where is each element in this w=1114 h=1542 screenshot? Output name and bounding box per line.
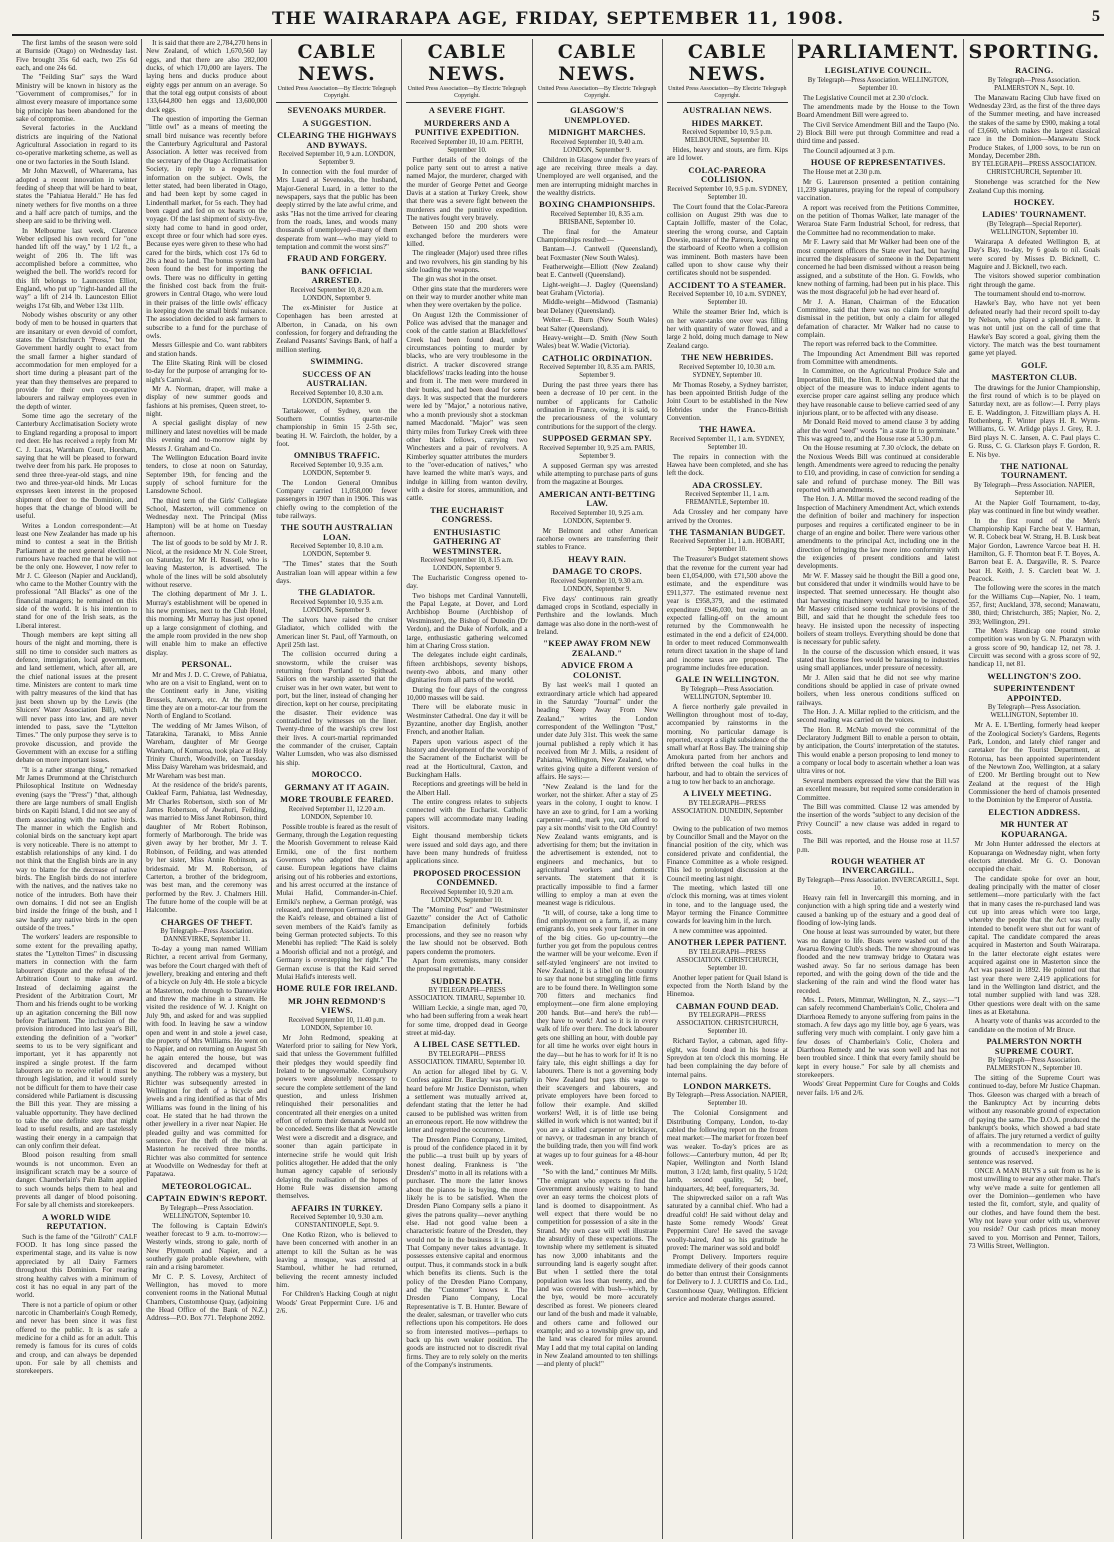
- article-paragraph: Messrs Gillespie and Co. want rabbiters and station hands.: [146, 341, 268, 358]
- dateline: Received September 10, 8.30 a.m. LONDON, September 9.: [290, 389, 384, 405]
- article-paragraph: Between 150 and 200 shots were exchanged before the murderers were killed.: [406, 223, 528, 248]
- dateline: Received September 10, 10 a.m. PERTH, September 10.: [410, 138, 524, 154]
- headline: THE GLADIATOR.: [298, 588, 376, 598]
- article-paragraph: Two bishops met Cardinal Vannutelli, the Papal Legate, at Dover, and Lord Archbishop Bourne (Archbishop of Westminster), the Bishop of Dunedin (Dr Verdon), and the Duke of Norfolk, and a large, enthusiastic gathering welcomed him at Charing Cross station.: [406, 591, 528, 650]
- article-paragraph: Possible trouble is feared as the result of Germany, through the Legation requesting the Moorish Government to release Kaid Ermiki, one of the first northern Governors who adopted the Hafidian cause. European legations have claims arising out of his robberies and extortions, and his arrest occurred at the instance of Mulai Hafid, Commander-in-Chief. Ermiki's nephew, a German protégé, was released, and thereupon Germany claimed the Kaid's release, and obtained a list of seven members of the Kaid's family as being German protected subjects. To this Menebhi has replied: "The Kaid is solely a Moorish official and not a protégé, and Germany is overstepping her right." The German excuse is that the Kaid served Mulai Hafid's interests well.: [276, 822, 398, 981]
- headline: CABMAN FOUND DEAD.: [675, 1001, 779, 1011]
- article-paragraph: Though members are kept sitting all hours of the night and morning, there is still no time to consider such matters as defence, immigration, local government, and land settlement, which, after all, are the chief national issues at the present time. Ministers are content to mark time with paltry measures of the kind that has just been shown up by the Lewis (the Sluicers' Water Association Bill), which will never pass into law, and are never intended to pass, save the "Lyttelton Times." The only purpose they serve is to provoke discussion, and provide the Government with an excuse for a stifling debate on more important issues.: [16, 631, 138, 765]
- dateline: Received September 10, 9.5 p.m. SYDNEY, September 10.: [667, 185, 788, 201]
- article-paragraph: Mr John Maxwell, of Wharerama, has adopted a recent innovation in winter feeding of sheep that will be hard to beat, states the "Pahiatua Herald." He has fed ninety wethers for five months on a three and a half acre patch of turnips, and the sheep are said to be thriving well.: [16, 167, 138, 226]
- article-paragraph: Mr A. Norman, draper, will make a display of new summer goods and fashions at his premises, Queen street, to-night.: [146, 385, 268, 419]
- headline: A LIVELY MEETING.: [683, 789, 772, 799]
- headline: MR JOHN REDMOND'S VIEWS.: [288, 996, 386, 1016]
- dateline: BY TELEGRAPH—PRESS ASSOCIATION. CHRISTCHURCH, September 10.: [676, 948, 779, 972]
- article-paragraph: The first lambs of the season were sold at Burnside (Otago) on Wednesday last. Five brought 35s 6d each, two 25s 6d each, and one 24s 6d.: [16, 39, 138, 73]
- masthead: [12, 6, 1104, 36]
- article-paragraph: Children in Glasgow under five years of age are receiving three meals a day. Unemployed are well organised, and the men are interrupting midnight marches in the wealthy districts.: [536, 155, 658, 197]
- dateline: Received September 10, 11.40 p.m. LONDON, September 10.: [288, 1016, 386, 1032]
- headline: HOCKEY.: [1013, 197, 1055, 207]
- headline: A WORLD WIDE REPUTATION.: [42, 1212, 112, 1232]
- dateline: Received September 10, 9.30 a.m. LONDON, September 9.: [550, 577, 644, 593]
- article-paragraph: Hides, heavy and stouts, are firm. Kips are 1d lower.: [666, 146, 788, 163]
- article-paragraph: Richard Taylor, a cabman, aged fifty-eight, was found dead in his house at Spreydon at ten o'clock this morning. He had been complaining the day before of internal pains.: [666, 1037, 788, 1079]
- article-paragraph: For Children's Hacking Cough at night Woods' Great Peppermint Cure. 1/6 and 2/6.: [276, 1290, 398, 1316]
- article-paragraph: The Dresden Piano Company, Limited, is proud of the confidence placed in it by the public—a trust built up by years of honest dealing. Frankness is "the Dresden's" motto in all its relations with a purchaser. The more the latter knows about the pianos he is buying, the more likely he is to be satisfied. When the Dresden Piano Company sells a piano it gives the patrons quality—never anything else. Had not good value been a characteristic feature of the Dresden, they would not be in the business it is to-day. That Company never takes advantage. It possesses extensive capital and enormous output. Thus, it commands stock in a bulk which benefits its clients. Such is the policy of the Dresden Piano Company, and the "Customer" knows it. The Dresden Piano Company, Local Representative is T. B. Hunter. Beware of the dealer, salesman, or traveller who cuts reflections upon his competitors. He does so from interested motives—perhaps to back up his own weaker position. The goods are instructed not to discredit rival firms. They are to rely solely on the merits of the Company's instruments.: [406, 1135, 528, 1369]
- dateline: Received September 11, 1 a.m. SYDNEY, September 10.: [669, 435, 785, 451]
- headline: THE HAWEA.: [699, 425, 756, 435]
- headline: SUPPOSED GERMAN SPY.: [542, 434, 652, 444]
- article-paragraph: The workers' leaders are responsible to some extent for the prevailing apathy, states the "Lyttelton Times" in discussing matters in connection with the farm labourers' dispute and the refusal of the Arbitration Court to make an award. Instead of declaiming against the President of the Arbitration Court, Mr Thorn and his friends ought to be working up an agitation concerning the Bill now before Parliament. The inclusion of the provision introduced into last year's Bill, extending the definition of a "worker" seems to us to be very significant and important, yet it has apparently not inspired a single protest. If the farm labourers are to receive relief it must be through legislation, and it would surely not be difficult for them to have their case considered while Parliament is discussing the Bill this year. They are missing a valuable opportunity. They have declined to take the one definite step that might lead to useful results, and are tastelessly wasting their energy in a campaign that can only confirm their defeat.: [16, 933, 138, 1151]
- article-paragraph: The Eucharistic Congress opened to-day.: [406, 574, 528, 591]
- article-paragraph: Such is the fame of the "Gilroth" CALF FOOD. It has long since passed the experimental stage, and its value is now appreciated by all Dairy Farmers throughout this Dominion. For rearing strong healthy calves with a minimum of cost it has no equal in any part of the world.: [16, 1232, 138, 1300]
- article-paragraph: The Colonial Consignment and Distributing Company, London, to-day cabled the following report on the frozen meat market:—The market for frozen beef was weaker. To-day's prices are as follows:—Canterbury mutton, 4d per lb; Napier, Wellington and North Island mutton, 3 1/2d; lamb, first quality, 5 1/2d; lamb, second quality, 5d; beef, hindquarters, 4d; beef, forequarters, 3d.: [666, 1109, 788, 1193]
- article-paragraph: The Treasurer's Budget statement shows that the revenue for the current year had been £1,054,000, with £71,500 above the estimate, and the expenditure was £911,377. The estimated revenue next year is £958,379, and the estimated expenditure £946,030, but owing to an expected falling-off on the amount returned by the Commonwealth he estimated in the end a deficit of £24,000. In order to meet reduced Commonwealth return direct taxation in the shape of land and income taxes are proposed. The programme includes free education.: [666, 555, 788, 672]
- article-paragraph: The candidate spoke for over an hour, dealing principally with the matter of closer settlement—more particularly with the fact that in many cases the re-purchased land was cut up into areas which were too large, whereby the people that the Act was really intended to benefit were shut out for want of capital. The candidate compared the areas acquired in Masterton and South Wairarapa. In the latter electorate eight estates were acquired against one in Masterton since the Act was passed in 1892. He pointed out that last year there were 2,419 applications for land in the Wellington land district, and the total number supplied with land was 328. Other questions were dealt with on the same lines as at Eketahuna.: [968, 874, 1101, 1017]
- headline: MASTERTON CLUB.: [991, 373, 1077, 383]
- article-paragraph: In connection with the foul murder of Mrs Luard at Sevenoaks, the husband, Major-General Luard, in a letter to the newspapers, says that the public has been deeply stirred by the late awful crime, and asks "Has not the time arrived for clearing from the roads, lanes, and woods many thousands of unemployed—many of them desperate from want—who may yield to temptation and commit the worst sins?": [276, 168, 398, 252]
- headline: SUCCESS OF AN AUSTRALIAN.: [302, 369, 372, 388]
- section-header: CABLE NEWS.: [687, 41, 767, 85]
- article-paragraph: The "Feilding Star" says the Ward Ministry will be known in history as the "Government of compromises," for in almost every measure of importance some big principle has been abandoned for the sake of compromise.: [16, 73, 138, 124]
- headline: SEVENOAKS MURDER.: [287, 106, 387, 115]
- headline: CATHOLIC ORDINATION.: [542, 353, 653, 363]
- article-paragraph: Blood poison resulting from small wounds is not uncommon. Even an insignificant scratch may be a source of danger. Chamberlain's Pain Balm applied to such wounds helps them to heal and prevents all danger of blood poisoning. For sale by all chemists and storekeepers.: [16, 1151, 138, 1210]
- article-paragraph: In Committee, on the Agricultural Produce Sale and Importation Bill, the Hon. R. McNab explained that the object of the measure was to induce indent agents to exercise proper care against selling any produce which they have reasonable cause to believe carried seed of any injurious plant, or to be affected with any disease.: [796, 367, 960, 418]
- headline: AUSTRALIAN NEWS.: [682, 106, 772, 115]
- article-paragraph: Five days' continuous rain greatly damaged crops in Scotland, especially in Perthshire and the lowlands. Much damage was also done in the north-west of Ireland.: [536, 594, 658, 637]
- section-header: CABLE NEWS.: [557, 41, 637, 85]
- dateline: Received September 10, 9.35 a.m. LONDON, September 9.: [290, 598, 384, 614]
- headline: BANK OFFICIAL ARRESTED.: [301, 266, 373, 286]
- dateline: By Telegraph—Press Association. WELLINGTON, September 10.: [160, 1204, 254, 1220]
- headline: GOLF.: [1020, 360, 1048, 370]
- headline: HOUSE OF REPRESENTATIVES.: [810, 157, 946, 167]
- section-header: SPORTING.: [968, 41, 1101, 63]
- dateline: Received September 10, 9.35 a.m. LONDON, September 9.: [290, 461, 384, 477]
- headline: ADVICE FROM A COLONIST.: [560, 661, 634, 680]
- dateline: Received September 10, 8.15 a.m. LONDON, September 9.: [420, 557, 514, 573]
- article-paragraph: A report was received from the Petitions Committee, on the petition of Thomas Walker, late manager of the Weraroa State Farm Industrial School, for redress, that the Committee had no recommendation to make.: [796, 203, 960, 237]
- column-1: [12, 39, 142, 1539]
- article-paragraph: The Wellington Education Board invite tenders, to close at noon on Saturday, September 19th, for fencing and the supply of school furniture for the Lansdowne School.: [146, 453, 268, 496]
- article-paragraph: Bantam—J. Cantwell (Queensland), beat Foxmaster (New South Wales).: [536, 245, 658, 262]
- headline: AMERICAN ANTI-BETTING LAW.: [538, 489, 656, 509]
- article-paragraph: Tartakower, of Sydney, won the Southern Counties quarter-mile championship in 6min 15 2-5th sec, beating H. W. Faircloth, the holder, by a foot.: [276, 406, 398, 448]
- article-paragraph: A fierce northerly gale prevailed in Wellington throughout most of to-day, accompanied by rainstorms in the morning. No particular damage is reported, except a slight subsidence of the small wharf at Ross Bay. The training ship Amokura parted from her anchors and drifted between the coal hulks in the harbour, and had to obtain the services of a tug to tow her back to an anchorage.: [666, 702, 788, 786]
- headline: MR HUNTER AT KOPUARANGA.: [1000, 820, 1069, 839]
- article-paragraph: The drawings for the Junior Championship, the first round of which is to be played on Saturday next, are as follow:—I. Perry plays E. E. Waddington, J. Fitzwilliam plays A. H. Rothenberg, F. Winter plays H. R. Wynn-Williams, G. W. Arlidge plays J. Grey, R. J. Bird plays N. C. Jansen, A. C. Paul plays C. G. Russ, C. G. Clarkson plays F. Gordon, R. E. Nis bye.: [968, 383, 1101, 459]
- headline: "KEEP AWAY FROM NEW ZEALAND.": [543, 639, 651, 658]
- article-paragraph: Mrs. L. Peters, Mimmar, Wellington, N. Z., says:—"I can safely recommend Chamberlain's Colic, Cholera and Diarrhoea Remedy to anyone suffering from pains in the stomach. A few days ago my little boy, age 6 years, was suffering very much with complaint. I only gave him a few doses of Chamberlain's Colic, Cholera and Diarrhoea Remedy and he was soon well and has not been troubled since. I think that every family should be kept in every house." For sale by all chemists and storekeepers.: [796, 996, 960, 1080]
- dateline: BY TELEGRAPH—PRESS ASSOCIATION. CHRISTCHURCH, September 10.: [676, 1012, 779, 1036]
- headline: LEGISLATIVE COUNCIL.: [824, 66, 932, 75]
- dateline: BY TELEGRAPH—PRESS ASSOCIATION. TIMARU, September 10.: [408, 1050, 526, 1066]
- section-header: PARLIAMENT.: [796, 41, 960, 63]
- article-paragraph: Apart from extremists, many consider the proposal regrettable.: [406, 956, 528, 974]
- headline: THE TASMANIAN BUDGET.: [669, 527, 786, 537]
- article-paragraph: "It will, of course, take a long time to find employment on a farm, if, as many emigrants do, you seek your farmer in one of the big cities. Go up-country—the further you get from the populous centres the warmer will be your welcome. Even if self-styled 'engineers' are not invited to New Zealand, it is a libel on the country to say that none but struggling little firms are to be found there. In Wellington some 700 fitters and mechanics find employment—one firm alone employing 200 hands. But—and here's the rub!—they have to work! And so it is in every walk of life over there. The dock labourer gets one shilling an hour, with double pay for all time he works over eight hours in the day—but he has to work for it! It is no fairy tale, this eight shillings a day for labourers. There is not a governing body in New Zealand but pays this wage to their scavengers and labourers, and private employers have been forced to follow their example. And skilled workers! Well, it is of little use being skilled in work which is not wanted; but if you are a skilled carpenter or bricklayer, or navvy, or tradesman in any branch of the building trade, then you will find work at wages up to four guineas for a 48-hour week.: [536, 908, 658, 1167]
- headline: WELLINGTON'S ZOO.: [987, 671, 1082, 681]
- article-paragraph: Woods' Great Peppermint Cure for Coughs and Colds never fails. 1/6 and 2/6.: [796, 1080, 960, 1097]
- article-paragraph: The Manawatu Racing Club have fixed on Wednesday 23rd, as the first of the three days of the Summer meeting, and have increased the stakes of the same by £900, making a total of £3,660, which makes the largest classical race in the Dominion—Manawatu Stock Produce Stakes, of 1,000 sovs, to be run on Monday, December 28th.: [968, 93, 1101, 160]
- article-paragraph: Mr G. Laurenson presented a petition containing 11,239 signatures, praying for the repeal of compulsory vaccination.: [796, 177, 960, 203]
- headline: MURDERERS AND A PUNITIVE EXPEDITION.: [414, 118, 520, 137]
- article-paragraph: The following were the scores in the match for the Williams Cup—Napier, No. 1 team, 357, first; Auckland, 378, second; Manawatu, 380, third; Christchurch, 385; Napier, No. 2, 393; Wellington, 291.: [968, 584, 1101, 626]
- article-paragraph: The Impounding Act Amendment Bill was reported from Committee with amendments.: [796, 349, 960, 366]
- headline: A LIBEL CASE SETTLED.: [413, 1040, 521, 1050]
- headline: PROPOSED PROCESSION CONDEMNED.: [413, 868, 521, 888]
- article-paragraph: Heavy rain fell in Invercargill this morning, and in conjunction with a high spring tide and a westerly wind caused a banking up of the estuary and a good deal of flooding of low-lying lands.: [796, 893, 960, 927]
- article-paragraph: Stonehenge was scratched for the New Zealand Cup this morning.: [968, 178, 1101, 195]
- article-paragraph: The Hon. J. A. Millar moved the second reading of the Inspection of Machinery Amendment Act, which extends the definition of boiler and machinery for inspection purposes and requires a certificated engineer to be in charge of an engine and boiler. There were various other amendments to the principal Act, including one in the direction of bringing the law more into conformity with the exigencies of present conditions and latest developments.: [796, 495, 960, 571]
- headline: METEOROLOGICAL.: [161, 1181, 252, 1191]
- article-paragraph: While the steamer Brier Ind, which is on her water-tanks one over was filling her with quantity of water flowed, and a large 2 hold, doing much damage to New Zealand cargo.: [666, 308, 788, 350]
- article-paragraph: The wedding of Mr James Wilson, of Tatarakina, Taranaki, to Miss Annie Wareham, daughter of Mr George Wareham, of Komaroa, took place at Holy Trinity Church, Woodville, on Tuesday. Miss Daisy Wareham was bridesmaid, and Mr Wareham was best man.: [146, 721, 268, 780]
- article-paragraph: Mr and Mrs J. D. C. Crewe, of Pahiatua, who are on a visit to England, went on to the Continent early in June, visiting Brussels, Antwerp, etc. At the present time they are on a motor-car tour from the North of England to Scotland.: [146, 670, 268, 721]
- article-paragraph: One Kotko Rizon, who is believed to have been concerned with another in an attempt to kill the Sultan as he was leaving a mosque, was arrested at Stamboul, whither he had returned, believing the recent amnesty included him.: [276, 1231, 398, 1290]
- article-paragraph: There will be elaborate music in Westminster Cathedral. One day it will be Byzantine, another day English, another French, and another Italian.: [406, 703, 528, 737]
- dateline: By Telegraph—Press Association. NAPIER, September 10.: [973, 481, 1095, 497]
- article-paragraph: Mr F. Lawry said that Mr Walker had been one of the most competent officers the State ever had, but having incurred the displeasure of someone in the Department concerned he had been dismissed without a reason being assigned, and a substitute of the Hon. G. Fowlds, who knew nothing of farming, had been put in his place. This was the most disgraceful job he had ever heard of.: [796, 238, 960, 297]
- article-paragraph: Mr John Redmond, speaking at Waterford prior to sailing for New York, said that unless the Government fulfilled their pledges they would speedily find Ireland to be ungovernable. Compulsory powers were absolutely necessary to secure the complete settlement of the land question, and unless Irishmen relinquished their personalities and concentrated all their energies on a united effort of reform their demands would not be conceded. Seems like that at Newcastle West were a discredit and a disgrace, and sooner than again participate in internecine strife he would quit Irish politics altogether. He added that the only human agency capable of seriously delaying the realisation of the hopes of Home Rule was dissension among themselves.: [276, 1033, 398, 1201]
- article-paragraph: To-day a young man named William Richter, a recent arrival from Germany, was before the Court charged with theft of jewellery, breaking and entering and theft of a bicycle on July 4th. He stole a bicycle at Masterton, rode through to Dannevirke and threw the machine in a stream. He visited the residence of W. J. Knight on July 9th, and asked for and was supplied with food. In leaving he saw a window open and went in and stole a jewel case, the property of Mrs Williams. He went on to Napier, and on returning on August 5th he again entered the house, but was discovered and decamped without anything. The robbery was a mystery, but Richter was subsequently arrested in Wellington for theft of a bicycle and jewels and a ring identified as that of Mrs Williams was found in the lining of his coat. He stated that he had thrown the other jewellery in a river near Napier. He pleaded guilty and was committed for sentence. For the theft of the bike at Masterton he received three months. Richter was also committed for sentence at Woodville on Wednesday for theft at Papatawa.: [146, 945, 268, 1179]
- dateline: (By Telegraph—Special Reporter). WELLINGTON, September 10.: [986, 220, 1082, 236]
- article-paragraph: Hawke's Bay, who have not yet been defeated nearly had their record spoilt to-day by Nelson, who played a splendid game. It was not until just on the call of time that Hawke's Bay scored a goal, giving them the victory. The match was the best tournament game yet played.: [968, 299, 1101, 358]
- column-2: [142, 39, 272, 1539]
- article-paragraph: ONCE A MAN BUYS a suit from us he is most unwilling to wear any other make. That's why we've made a suite for gentlemen all over the Dominion—gentlemen who have tested the fit, comfort, style, and quality of our clothes, and have found them the best. Why not leave your order with us, wherever you reside? Our cash prices mean money saved to you. Morrison and Penner, Tailors, 73 Willis Street, Wellington.: [968, 1166, 1101, 1250]
- article-paragraph: Receptions and greetings will be held in the Albert Hall.: [406, 780, 528, 797]
- article-paragraph: Other gins state that the murderers were on their way to murder another white man when they were overtaken by the police.: [406, 284, 528, 310]
- masthead-title: THE WAIRARAPA AGE, FRIDAY, SEPTEMBER 11, 1908.: [271, 9, 845, 29]
- article-paragraph: Several factories in the Auckland districts are inquiring of the National Agricultural Association in regard to its co-operative marketing scheme, as well as one or two factories in the South Island.: [16, 124, 138, 166]
- dateline: Received September 10, 9.40 a.m. LONDON, September 9.: [550, 138, 644, 154]
- columns: [12, 39, 1104, 1539]
- headline: CAPTAIN EDWIN'S REPORT.: [146, 1194, 268, 1204]
- article-paragraph: During the past three years there has been a decrease of 10 per cent. in the number of applicants for Catholic ordination in France, owing, it is said, to the precariousness of the voluntary contributions for the support of the clergy.: [536, 381, 658, 431]
- article-paragraph: Some time ago the secretary of the Canterbury Acclimatisation Society wrote to England regarding a proposal to import red deer. He has received a reply from Mr C. J. Lucas, Warnham Court, Horsham, saying that he will be pleased to forward twelve deer from his park. He proposes to send three three-year-old stags, and nine two and three-year-old hinds. Mr Lucas expresses keen interest in the proposed shipment of deer to the Dominion, and hopes that the change of blood will be useful.: [16, 412, 138, 521]
- page-number: 5: [1092, 8, 1100, 25]
- article-paragraph: At the Napier Golf Tournament, to-day, play was continued in fine but windy weather.: [968, 498, 1101, 516]
- headline: SWIMMING.: [310, 357, 364, 366]
- dateline: Received September 11, 1 a.m. HOBART, September 10.: [669, 538, 785, 554]
- article-paragraph: The Legislative Council met at 2.30 o'clock.: [802, 93, 929, 102]
- article-paragraph: "New Zealand is the land for the worker, not the shirker. After a stay of 25 years in the colony, I ought to know. I have an axe to grind, for I am a working carpenter—and, mark you, can afford to pay a six months' visit to the Old Country! New Zealand wants emigrants, and is advertising for them; but the invitation in the advertisement is extended, not to engineers and mechanics, but to agricultural workers and domestic servants. The statement that it is practically impossible to find a farmer willing to employ a man at even the meanest wage is ridiculous.: [536, 782, 658, 908]
- article-paragraph: Mr A. E. L'Bertling, formerly head keeper of the Zoological Society's Gardens, Regents Park, London, and lately chief ranger and caretaker for the Tourist Department, at Rotorua, has been appointed superintendent of the Newtown Zoo, Wellington, at a salary of £200. Mr Bertling brought out to New Zealand at the request of the High Commissioner the herd of chamois presented to the Dominion by the Emperor of Austria.: [968, 721, 1101, 805]
- headline: A SUGGESTION.: [302, 118, 372, 128]
- article-paragraph: Ada Crossley and her company have arrived by the Orontes.: [666, 508, 788, 525]
- headline: PALMERSTON NORTH SUPREME COURT.: [986, 1037, 1083, 1056]
- wire-credit: United Press Association—By Electric Telegraph Copyright.: [537, 86, 658, 103]
- dateline: Received September 10, 10.30 a.m. SYDNEY, September 10.: [678, 363, 776, 379]
- dateline: By Telegraph—Press Association. WELLINGTON, September 10.: [680, 685, 774, 701]
- section-header: CABLE NEWS.: [427, 41, 507, 85]
- headline: THE EUCHARIST CONGRESS.: [430, 505, 504, 525]
- dateline: Received September 10, 9 a.m. LONDON, September 9.: [278, 151, 396, 166]
- headline: CLEARING THE HIGHWAYS AND BYWAYS.: [277, 131, 397, 150]
- article-paragraph: There is not a particle of opium or other narcotic in Chamberlain's Cough Remedy, and never has been since it was first offered to the public. It is as safe a medicine for a child as for an adult. This remedy is famous for its cures of colds and croup, and can always be depended upon. For sale by all chemists and storekeepers.: [16, 1300, 138, 1376]
- article-paragraph: The list of goods to be sold by Mr J. R. Nicol, at the residence Mr N. Cole Street, on Saturday, for Mr H. Russell, who is leaving Masterton, is advertised. The whole of the lines will be sold absolutely without reserve.: [146, 539, 268, 589]
- article-paragraph: Nobody wishes obscurity or any other body of men to be housed in quarters that are insanitary or even devoid of comfort, states the Christchurch "Press," but the Government hardly ought to exact from the small farmer a higher standard of accommodation for men employed for a short time during a pleasant part of the year than they themselves are prepared to provide for their own co-operative labourers and railway employees even in the depth of winter.: [16, 311, 138, 411]
- article-paragraph: The clothing department of Mr J. L. Murray's establishment will be opened in his new premises, next to the Club Hotel, this morning. Mr Murray has just opened up a large consignment of clothing, and the ample room provided in the new shop will enable him to make an effective display.: [146, 590, 268, 657]
- article-paragraph: Mr J. A. Hanan, Chairman of the Education Committee, said that there was no claim for wrongful dismissal in the petition, but only a claim for alleged defamation of character. Mr Walker had no cause to complain.: [796, 297, 960, 339]
- column-8: [964, 39, 1104, 1539]
- wire-credit: United Press Association—By Electric Telegraph Copyright.: [406, 86, 527, 103]
- dateline: Received September 10, 8.35 a.m. PARIS, September 9.: [539, 364, 655, 380]
- headline: A SEVERE FIGHT.: [428, 106, 506, 115]
- article-paragraph: William Leckie, a single man, aged 70, who had been suffering from a weak heart for some time, dropped dead in George street at mid-day.: [406, 1004, 528, 1038]
- article-paragraph: The Men's Handicap one round stroke competition was won by G. N. Pharazyn with a gross score of 90, handicap 12, net 78. J. Circuitt was second with a gross score of 92, handicap 11, net 81.: [968, 627, 1101, 669]
- dateline: By Telegraph—Press Association. NAPIER, September 10.: [666, 1092, 788, 1108]
- article-paragraph: One house at least was surrounded by water, but there was no danger to life. Boats were washed out of the Awarua Rowing Club's sheds. The new showground was flooded and the new tramway bridge to Otatara was washed away. So far no serious damage has been reported, and with the going down of the tide and the slackening of the rain and wind the flood water has receded.: [796, 928, 960, 995]
- article-paragraph: The question of importing the German "little owl" as a means of meeting the small bird nuisance was recently before the Canterbury Agricultural and Pastoral Association. A letter was received from the secretary of the Otago Acclimatisation Society, in reply to a request for information on the subject. Owls, the letter stated, had been liberated in Otago, and had been kept by some caged in Lindenthall market, for 5s each. They had been caged and fed on ox hearts on the voyage. Of the last shipment of sixty-five, sixty had come to hand in good order, except three or four which had sore eyes. Because eyes were given to these who had cared for the birds, which cost 17s 6d to 20s a head to land. The bonus system had been found the best for importing the owls. There was no difficulty in getting the finished cost back from the fruit-growers in Central Otago, who were loud in their praises of the little owls' efficacy in keeping down the small birds' nuisance. The association decided to ask farmers to subscribe to a fund for the purchase of owls.: [146, 115, 268, 341]
- article-paragraph: The visitors showed superior combination right through the game.: [968, 272, 1101, 289]
- dateline: Received September 10, 8.10 a.m. LONDON, September 9.: [290, 543, 384, 559]
- column-5: [533, 39, 663, 1539]
- article-paragraph: Welter—E. Burn (New South Wales) beat Salter (Queensland).: [536, 316, 658, 333]
- article-paragraph: Mr J. Allen said that he did not see why marine conditions should be applied in case of private owned boilers, when less onerous conditions sufficed on railways.: [796, 673, 960, 707]
- headline: HIDES MARKET.: [691, 118, 763, 128]
- headline: LONDON MARKETS.: [683, 1081, 772, 1091]
- article-paragraph: Mr John Hunter addressed the electors at Kopuaranga on Wednesday night, when forty electors attended. Mr G. O. Donovan occupied the chair.: [968, 840, 1101, 874]
- article-paragraph: "The Times" states that the South Australian loan will appear within a few days.: [276, 560, 398, 586]
- headline: ACCIDENT TO A STEAMER.: [668, 280, 787, 290]
- headline: THE NEW HEBRIDES.: [681, 353, 774, 362]
- dateline: By Telegraph—Press Association. DANNEVIRKE, September 11.: [160, 928, 254, 944]
- headline: MOROCCO.: [311, 770, 362, 780]
- article-paragraph: On August 12th the Commissioner of Police was advised that the manager and cook of the cattle station at Blackfellows' Creek had been found dead, under circumstances pointing to murder by blacks, who are very troublesome in the district. A tracker discovered strange blackfellows' tracks leading into the house and from it. The men were murdered in their bunks, and had been dead for some days. It was suspected that the murderers were led by "Major," a notorious native, who a month previously shot a stockman named Macdonald. "Major" was seen thirty miles from Turkey Creek with three other black fellows, carrying two Winchesters and a pair of revolvers. A Kimberley squatter attributes the murders to the "over-education of natives," who have learned the white man's ways, and indulge in killing from wanton devilry, with a desire for stores, ammunition, and cattle.: [406, 310, 528, 503]
- article-paragraph: Wairarapa A defeated Wellington B, at Day's Bay, to-day, by 6 goals to nil. Goals were scored by Misses D. Bicknell, C. Maguire and J. Bicknell, two each.: [968, 237, 1101, 271]
- article-paragraph: The sitting of the Supreme Court was continued to-day, before Mr Justice Chapman. Thos. Gleeson was charged with a breach of the Bankruptcy Act by incurring debts without any reasonable ground of expectation of paying the same. The D.O.A. produced the bankrupt's books, which showed a bad state of affairs. The jury returned a verdict of guilty with a recommendation to mercy on the grounds of accused's inexperience and sentence was reserved.: [968, 1074, 1101, 1166]
- article-paragraph: The Hon. R. McNab moved the committal of the Declaratory Judgment Bill to enable a person to obtain, by anticipation, the Courts' interpretation of the statutes. This would enable a person proposing to lend money to a company or local body to ascertain whether a loan was ultra vires or not.: [796, 725, 960, 776]
- headline: SUPERINTENDENT APPOINTED.: [993, 684, 1075, 703]
- article-paragraph: The "Morning Post" and "Westminster Gazette" consider the Act of Catholic Emancipation definitely forbids processions, and they see no reason why the law should not be observed. Both papers condemn the promoters.: [406, 905, 528, 956]
- article-paragraph: It is said that there are 2,784,270 hens in New Zealand, of which 1,670,560 lay eggs, and that there are also 282,000 ducks, of which 170,000 are layers. The laying hens and ducks produce about eighty eggs per annum on an average. So that the total egg output consists of about 133,644,800 hen eggs and 13,600,000 duck eggs.: [146, 39, 268, 114]
- headline: CHARGES OF THEFT.: [160, 917, 253, 927]
- dateline: Received September 10, 10 a.m. SYDNEY, September 10.: [668, 291, 787, 307]
- article-paragraph: A special gaslight display of new millinery and latest novelties will be made this evening and to-morrow night by Messrs J. Graham and Co.: [146, 419, 268, 453]
- article-paragraph: The following is Captain Edwin's weather forecast to 9 a.m. to-morrow:—Westerly winds, strong to gale, north of New Plymouth and Napier, and a southerly gale probable elsewhere, with rain and a rising barometer.: [146, 1221, 268, 1272]
- article-paragraph: The Court found that the Colac-Pareora collision on August 29th was due to Captain Jolliffe, master of the Colac, steering the wrong course, and Captain Dowsie, master of the Pareora, keeping on the starboard of Keotto when a collision was imminent. Both masters have been called upon to show cause why their certificates should not be suspended.: [666, 202, 788, 278]
- headline: THE SOUTH AUSTRALIAN LOAN.: [280, 523, 393, 542]
- article-paragraph: Light-weight—J. Dagley (Queensland) beat Graham (Victoria).: [536, 280, 658, 298]
- article-paragraph: Middle-weight—Midwood (Tasmania) beat Delaney (Queensland).: [536, 298, 658, 315]
- article-paragraph: By last week's mail I quoted an extraordinary article which had appeared in the Saturday "Journal" under the heading "Keep Away From New Zealand," writes the London correspondent of the Wellington "Post," under date July 31st. This week the same journal published a reply which it has received from Mr J. Mills, a resident of Pahiatua, Wellington, New Zealand, who writes giving quite a different version of affairs. He says:—: [536, 681, 658, 782]
- article-paragraph: The collision occurred during a snowstorm, while the cruiser was returning from Portland to Spithead. Sailors on the warship asserted that the cruiser was in her own water, but went to port, but the liner, instead of changing her direction, kept on her course, precipitating the disaster. Their evidence was contradicted by witnesses on the liner. Twenty-three of the warship's crew lost their lives. A court-martial reprimanded the commander of the cruiser, Captain Walter Lumsden, who was also dismissed his ship.: [276, 650, 398, 767]
- article-paragraph: The report was referred back to the Committee.: [802, 340, 938, 349]
- headline: HOME RULE FOR IRELAND.: [276, 984, 398, 994]
- headline: THE NATIONAL TOURNAMENT.: [1000, 461, 1069, 481]
- article-paragraph: The Elite Skating Rink will be closed to-day for the purpose of arranging for to-night's Carnival.: [146, 359, 268, 384]
- dateline: By Telegraph—Press Association. WELLINGTON, September 10.: [987, 704, 1081, 720]
- article-paragraph: The entire congress relates to subjects connected with the Eucharist. Catholic papers will accommodate many leading visitors.: [406, 798, 528, 832]
- article-paragraph: Further details of the doings of the police party sent out to arrest a native named Major, the murderer, charged with the murder of George Pettet and George Davis at a station at Turkey Creek, show that there was a severe fight between the murderers and the punitive expedition. The natives fought very bravely.: [406, 155, 528, 222]
- article-paragraph: "It is a rather strange thing," remarked Mr James Drummond at the Christchurch Philosophical Institute on Wednesday evening (says the "Press") "that, although there are large numbers of small English birds on Kapiti Island, I did not see any of them associating with the native birds. The manner in which the English and colonial birds on the sanctuary kept apart is very noticeable. There is no attempt to establish relationships of any kind. I do not think that the English birds are in any way to blame for the decrease of native birds. The English birds do not interfere with the natives, and the natives take no notice of the intruders. Both have their own domains. I did not see an English bird inside the fringe of the bush, and I saw hardly any native birds in the open outside of the trees.": [16, 765, 138, 933]
- headline: ANOTHER LEPER PATIENT.: [668, 938, 787, 948]
- column-6: [663, 39, 793, 1539]
- dateline: Received September 10, 9.30 a.m. CONSTANTINOPLE, Sept. 9.: [290, 1214, 384, 1230]
- headline: GALE IN WELLINGTON.: [675, 675, 780, 685]
- headline: FRAUD AND FORGERY.: [287, 254, 387, 264]
- article-paragraph: The final for the Amateur Championships resulted:—: [536, 227, 658, 245]
- article-paragraph: The delegates include eight cardinals, fifteen archbishops, seventy bishops, twenty-two abbots, and many other dignitaries from all parts of the world.: [406, 651, 528, 685]
- article-paragraph: Mr Belmont and other American racehorse owners are transferring their stables to France.: [536, 526, 658, 552]
- article-paragraph: A supposed German spy was arrested while attempting to purchase parts of guns from the magazine at Bourges.: [536, 461, 658, 487]
- article-paragraph: Papers upon various aspect of the history and development of the worship of the Sacrament of the Eucharist will be read at the Horticultural, Caxton, and Buckingham Halls.: [406, 737, 528, 779]
- dateline: Received September 10, 9.5 p.m. MELBOURNE, September 10.: [682, 129, 773, 144]
- article-paragraph: Prompt Delivery. Importers require immediate delivery of their goods cannot do better than entrust their Consignments for Delivery to J. J. CURTIS and Co. Ltd., Customhouse Quay, Wellington. Efficient service and moderate charges assured.: [666, 1253, 788, 1303]
- article-paragraph: The amendments made by the House to the Town Board Amendment Bill were agreed to.: [796, 102, 960, 120]
- article-paragraph: The Bill was reported, and the House rose at 11.57 p.m.: [796, 837, 960, 854]
- section-header: CABLE NEWS.: [297, 41, 377, 85]
- headline: SUDDEN DEATH.: [431, 976, 503, 986]
- article-paragraph: During the four days of the congress 10,000 masses will be said.: [406, 685, 528, 702]
- article-paragraph: In Melbourne last week, Clarence Weber eclipsed his own record for "one handed lift off the way," by 1 1/2 ft., a weight of 206 lb. The lift was accomplished before a committee, who weighed the bell. The world's record for this lift belongs to Launceston Elliot, England, who put up "right-handed all the way" a lift of 214 lb. Launceston Elliot weighs 17st 6lb, and Weber 13st 11lb.: [16, 226, 138, 310]
- dateline: Received September 10, 8.20 a.m. LONDON, September 9.: [290, 286, 384, 302]
- article-paragraph: Mr C. P. S. Lovesy, Architect of Wellington, has moved to more convenient rooms in the National Mutual Chambers, Customhouse Quay, (adjoining the Head Office of the Bank of N.Z.) Address—P.O. Box 771. Telephone 2092.: [146, 1272, 268, 1323]
- article-paragraph: The repairs in connection with the Hawea have been completed, and she has left the dock.: [666, 452, 788, 478]
- headline: OMNIBUS TRAFFIC.: [293, 451, 380, 461]
- dateline: By Telegraph—Press Association. WELLINGTON, September 10.: [807, 76, 949, 92]
- dateline: Received September 10, 9.25 a.m. LONDON, September 9.: [550, 509, 644, 525]
- article-paragraph: An action for alleged libel by G. V. Confess against Dr. Barclay was partially heard before Mr Justice Denniston, when a settlement was mutually arrived at, defendant stating that the letter he had caused to be published was written from an erroneous report. He now withdrew the letter and regretted the occurrence.: [406, 1067, 528, 1135]
- dateline: By Telegraph—Press Association. PALMERSTON N., Sept. 10.: [987, 76, 1081, 92]
- headline: MIDNIGHT MARCHES.: [548, 128, 646, 137]
- headline: ELECTION ADDRESS.: [988, 807, 1081, 817]
- article-paragraph: Mr Thomas Roseby, a Sydney barrister, has been appointed British Judge of the Joint Court to be established in the New Hebrides under the Franco-British Convention.: [666, 380, 788, 422]
- article-paragraph: The House met at 2.30 p.m.: [802, 168, 882, 177]
- dateline: Received September 10, 9.25 a.m. PARIS, September 9.: [539, 444, 655, 460]
- headline: COLAC-PAREORA COLLISION.: [688, 165, 767, 185]
- article-paragraph: The shipwrecked sailor on a raft Was saturated by a cannibal chief. Who had a dreadful cold! He said without delay and haste Some remedy Woods' Great Peppermint Cure! He saved the savage woolly-haired, And so his gratitude he proved: The mariner was sold and bold!: [666, 1193, 788, 1252]
- article-paragraph: A hearty vote of thanks was accorded to the candidate on the motion of Mr Bruce.: [968, 1017, 1101, 1034]
- article-paragraph: At the residence of the bride's parents, Oakleaf Farm, Pahiatua, last Wednesday, Mr Charles Robertson, sixth son of Mr James Robertson, of Awahuri, Feilding, was married to Miss Janet Robinson, third daughter of Mr Robert Robinson, formerly of Marlborough. The bride was given away by her brother, Mr J. T. Robinson, of Feilding, and was attended by her sister, Miss Annie Robinson, as bridesmaid. Mr M. Robertson, of Carterton, a brother of the bridegroom, was best man, and the ceremony was performed by the Rev. J. Chalmers Hill. The future home of the couple will be at Halcombe.: [146, 781, 268, 915]
- article-paragraph: Owing to the publication of two memos by Councillor Small and the Mayor on the financial position of the city, which was considered private and confidential, the Finance Committee as a whole resigned. This led to prolonged discussion at the Council meeting last night.: [666, 824, 788, 883]
- dateline: Received September 10, 8.35 a.m. BRISBANE, September 10.: [550, 210, 644, 226]
- headline: RACING.: [1015, 66, 1054, 75]
- article-paragraph: The Council adjourned at 3 p.m.: [802, 146, 895, 155]
- article-paragraph: The third term of the Girls' Collegiate School, Masterton, will commence on Wednesday next. The Principal (Miss Hampton) will be at home on Tuesday afternoon.: [146, 496, 268, 538]
- article-paragraph: The London General Omnibus Company carried 11,058,000 fewer passengers in 1907 than in 1906. This was chiefly owing to the completion of the tube railways.: [276, 478, 398, 521]
- headline: ENTHUSIASTIC GATHERING AT WESTMINSTER.: [432, 527, 502, 556]
- article-paragraph: In the first round of the Men's Championship Kapi Farche beat V. Harman, W. R. Cobeck beat W. Strang, H. B. Lusk beat Major Gordon, Lawrence Varcoe beat H. H. Hamilton, G. F. Thornton beat F. T. Boyes, A. Barron beat E. A. Dargaville, R. S. Pearce beat H. Keith, J. S. Carclett beat W. J. Peacock.: [968, 516, 1101, 583]
- article-paragraph: The Civil Service Amendment Bill and the Taupo (No. 2) Block Bill were put through Committee and read a third time and passed.: [796, 120, 960, 146]
- headline: AFFAIRS IN TURKEY.: [291, 1203, 383, 1213]
- headline: PERSONAL.: [181, 660, 232, 670]
- dateline: Received September 11, 1 a.m. FREMANTLE, September 10.: [685, 491, 770, 507]
- article-paragraph: Heavy-weight—D. Smith (New South Wales) beat W. Wadie (Victoria).: [536, 333, 658, 351]
- article-paragraph: The Hon. J. A. Millar replied to the criticism, and the second reading was carried on the voices.: [796, 708, 960, 725]
- dateline: BY TELEGRAPH—PRESS ASSOCIATION. TIMARU, September 10.: [408, 987, 526, 1003]
- column-4: [402, 39, 532, 1539]
- article-paragraph: Eight thousand membership tickets were issued and sold days ago, and there have been many hundreds of fruitless applications since.: [406, 832, 528, 866]
- wire-credit: United Press Association—By Electric Telegraph Copyright.: [276, 86, 397, 103]
- headline: LADIES' TOURNAMENT.: [982, 210, 1087, 220]
- article-paragraph: Mr W. F. Massey said he thought the Bill a good one, but considered that under it windmills would have to be inspected. That seemed unnecessary. He thought also that harvesting machinery would have to be inspected. Mr Massey criticised some technical provisions of the Bill, and said that he thought the schedule fees too heavy. He insisted upon the necessity of inspecting boilers of steam trolleys. Everything should be done that is necessary for public safety.: [796, 571, 960, 647]
- article-paragraph: The meeting, which lasted till one o'clock this morning, was at times violent in tone, and to the language used, the Mayor terming the Finance Committee cowards for leaving him in the lurch.: [666, 884, 788, 926]
- article-paragraph: Mr Donald Reid moved to amend clause 3 by adding after the word "seed" words "in a state fit to germinate." This was agreed to, and the House rose at 5.30 p.m.: [796, 418, 960, 444]
- headline: ROUGH WEATHER AT INVERCARGILL.: [831, 856, 926, 876]
- headline: GERMANY AT IT AGAIN.: [284, 782, 390, 792]
- headline: HEAVY RAIN.: [568, 554, 626, 564]
- wire-credit: United Press Association—By Electric Telegraph Copyright.: [667, 86, 788, 103]
- headline: BOXING CHAMPIONSHIPS.: [539, 200, 656, 210]
- article-paragraph: Another leper patient for Quail Island is expected from the North Island by the Hinemoa.: [666, 973, 788, 999]
- dateline: Received September 11, 12.20 a.m. LONDON, September 10.: [288, 805, 386, 821]
- column-3: [272, 39, 402, 1539]
- article-paragraph: Several members expressed the view that the Bill was an excellent measure, but required some consideration in Committee.: [796, 776, 960, 802]
- dateline: BY TELEGRAPH—PRESS ASSOCIATION. DUNEDIN, September 10.: [671, 799, 783, 823]
- article-paragraph: "So with the land," continues Mr Mills. "The emigrant who expects to find the Government anxiously waiting to hand over an easy terms the choicest plots of land is doomed to disappointment. As well expect that there would be no competition for possession of a site in the Strand. My own case will well illustrate the absurdity of these expectations. The township where my settlement is situated has now 3,000 inhabitants and the surrounding land is eagerly sought after. But when I settled there the total population was less than twenty, and the land was covered with bush—which, by the bye, would be more accurately described as forest. We pioneers cleared our land of the bush and made it valuable, and others came and followed our example; and so a township grew up, and the land was cleared for miles around. May I add that my total capital on landing in New Zealand amounted to ten shillings—and plenty of pluck!": [536, 1168, 658, 1369]
- article-paragraph: The gin was shot in the onset.: [412, 275, 497, 284]
- column-7: [793, 39, 965, 1539]
- article-paragraph: The ex-Minister for Justice at Copenhagen has been arrested at Alberton, in Canada, on his own confession, for forgery and defrauding the Zealand Peasants' Savings Bank, of half a million sterling.: [276, 303, 398, 354]
- article-paragraph: Writes a London correspondent:—At least one New Zealander has made up his mind to contest a seat in the British Parliament at the next general election—rumours have reached me that he will not be the only one. However, I now refer to Mr J. C. Gleeson (Napier and Auckland), who came to the Mother Country with the professional "All Blacks" as one of the financial managers; he remained on this side of the world. It is his intention to stand for one of the Irish seats, as the Liberal interest.: [16, 521, 138, 630]
- article-paragraph: Featherweight—Elliott (New Zealand) beat E. Cantwell (Queensland).: [536, 263, 658, 280]
- article-paragraph: In the course of the discussion which ensued, it was stated that license fees would be harassing to industries using small appliances, under pressure of necessity.: [796, 647, 960, 673]
- article-paragraph: The tournament should end to-morrow.: [974, 290, 1086, 298]
- headline: MORE TROUBLE FEARED.: [280, 795, 394, 805]
- headline: GLASGOW'S UNEMPLOYED.: [564, 106, 631, 125]
- headline: ADA CROSSLEY.: [692, 480, 763, 490]
- article-paragraph: The ringleader (Major) used three rifles and two revolvers, his gin standing by his side loading the weapons.: [406, 249, 528, 274]
- dateline: By Telegraph—Press Association. INVERCARGILL, Sept. 10.: [797, 876, 960, 892]
- dateline: Received September 10, 9.20 a.m. LONDON, September 10.: [420, 888, 514, 904]
- article-paragraph: On the House resuming at 7.30 o'clock, the debate on the Noxious Weeds Bill was continued at considerable length. Amendments were agreed to reducing the penalty to £10, and providing, in case of conviction for sending a sale and refund of purchase money. The Bill was reported with amendments.: [796, 444, 960, 495]
- dateline: BY TELEGRAPH—PRESS ASSOCIATION. CHRISTCHURCH, September 10.: [971, 161, 1097, 177]
- article-paragraph: The salvors have raised the cruiser Gladiator, which collided with the American liner St. Paul, off Yarmouth, on April 25th last.: [276, 615, 398, 649]
- article-paragraph: A new committee was appointed.: [672, 926, 768, 935]
- dateline: By Telegraph—Press Association. PALMERSTON N., September 10.: [986, 1057, 1083, 1073]
- headline: DAMAGE TO CROPS.: [552, 567, 642, 577]
- article-paragraph: The Bill was committed. Clause 12 was amended by the insertion of the words "subject to any decision of the Privy Council" a new clause was added in regard to costs.: [796, 802, 960, 836]
